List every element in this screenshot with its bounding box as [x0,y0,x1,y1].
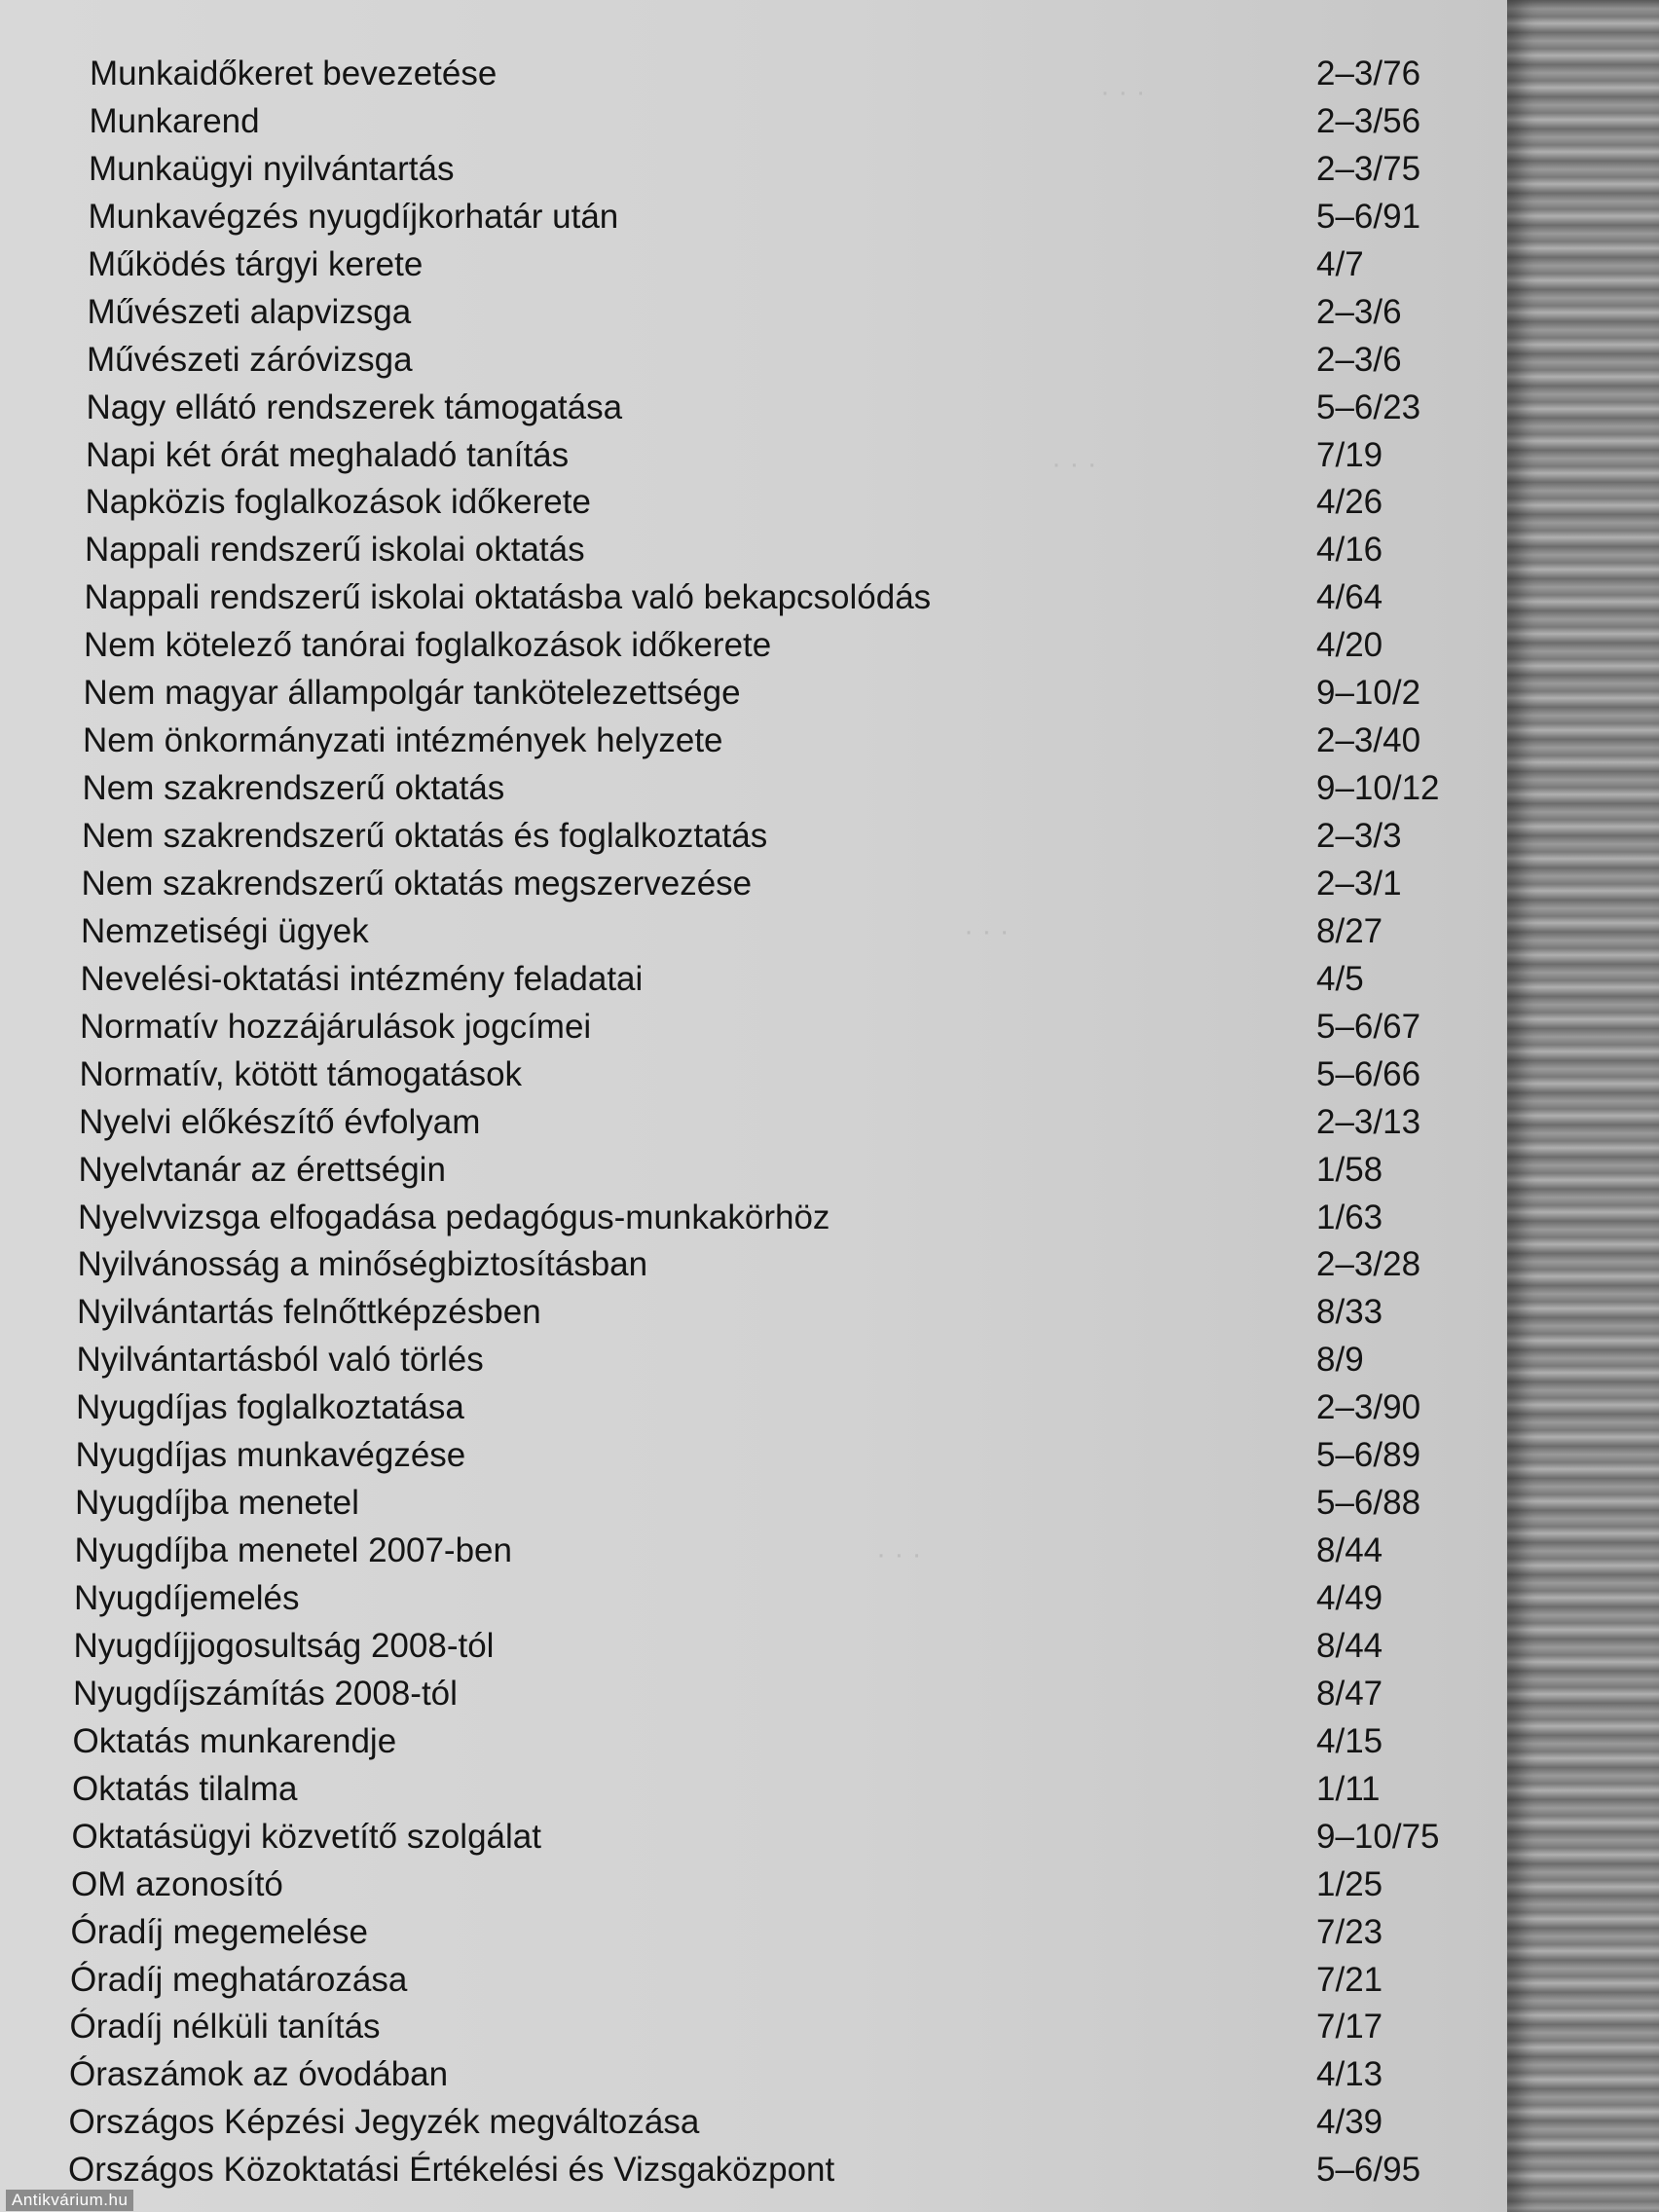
index-entry [0,1099,1460,1147]
index-term: Munkaügyi nyilvántartás [89,149,455,188]
index-term: Nyugdíjemelés [74,1579,300,1617]
index-term: Nemzetiségi ügyek [81,911,369,950]
index-page-ref: 2–3/13 [1316,1102,1421,1141]
index-entry [0,1432,1460,1480]
index-term: Napi két órát meghaladó tanítás [86,435,570,474]
book-binding-edge [1507,0,1659,2212]
index-entry [0,622,1460,670]
index-page-ref: 1/25 [1316,1864,1383,1903]
index-term: Óraszámok az óvodában [69,2055,449,2094]
index-term: Normatív, kötött támogatások [79,1054,523,1093]
index-page-ref: 4/49 [1316,1579,1383,1617]
index-term: Nem szakrendszerű oktatás és foglalkoztatás [82,817,768,855]
index-entry [0,1147,1460,1195]
index-entry [0,479,1460,527]
index-entry [0,908,1460,956]
index-entry [0,527,1460,574]
index-term: Nappali rendszerű iskolai oktatás [85,531,585,570]
index-entry [0,241,1460,289]
index-term: Nyugdíjjogosultság 2008-tól [73,1626,495,1665]
index-entry [0,289,1460,337]
index-entry [0,956,1460,1004]
index-term: Nyilvántartás felnőttképzésben [77,1293,541,1332]
index-entry [0,98,1460,146]
index-page-ref: 2–3/28 [1316,1245,1421,1284]
index-entry [0,2099,1460,2147]
index-entry [0,1957,1460,2005]
index-entry [0,574,1460,622]
index-term: Nyelvtanár az érettségin [78,1150,446,1189]
index-page-ref: 8/33 [1316,1293,1383,1332]
index-entry [0,1671,1460,1718]
index-list [0,51,1460,2194]
index-page-ref: 2–3/6 [1316,340,1402,379]
index-page-ref: 9–10/2 [1316,674,1421,713]
index-entry [0,51,1460,98]
index-entry [0,1862,1460,1909]
index-term: Nyelvi előkészítő évfolyam [79,1102,481,1141]
index-entry [0,146,1460,194]
index-entry [0,1051,1460,1099]
index-term: Oktatás munkarendje [72,1721,397,1760]
index-page-ref: 8/44 [1316,1531,1383,1570]
index-page-ref: 2–3/56 [1316,101,1421,140]
index-entry [0,1289,1460,1337]
index-entry [0,1241,1460,1289]
index-term: Munkarend [89,101,260,140]
index-term: Óradíj meghatározása [70,1960,408,1999]
index-term: Nagy ellátó rendszerek támogatása [86,387,623,426]
index-term: Oktatásügyi közvetítő szolgálat [71,1817,541,1856]
show-through-text: · · · [1051,448,1097,480]
index-page-ref: 5–6/66 [1316,1054,1421,1093]
index-page-ref: 4/15 [1316,1721,1383,1760]
index-page-ref: 2–3/90 [1316,1388,1421,1427]
index-page-ref: 5–6/67 [1316,1007,1421,1046]
index-term: Nyilvántartásból való törlés [76,1341,484,1380]
index-entry [0,765,1460,813]
index-term: OM azonosító [71,1864,283,1903]
index-term: Művészeti záróvizsga [87,340,413,379]
index-entry [0,813,1460,861]
index-entry [0,2051,1460,2099]
index-page-ref: 4/20 [1316,626,1383,665]
index-page-ref: 2–3/40 [1316,721,1421,760]
index-term: Nyugdíjas foglalkoztatása [76,1388,464,1427]
index-entry [0,2147,1460,2194]
index-page-ref: 7/23 [1316,1912,1383,1951]
index-page-ref: 1/58 [1316,1150,1383,1189]
index-page-ref: 8/27 [1316,911,1383,950]
index-term: Működés tárgyi kerete [88,244,424,283]
index-entry [0,861,1460,908]
index-page-ref: 5–6/91 [1316,197,1421,236]
index-page-ref: 5–6/89 [1316,1436,1421,1475]
index-page-ref: 4/5 [1316,959,1364,998]
index-entry [0,432,1460,480]
index-page-ref: 2–3/3 [1316,817,1402,855]
index-page-ref: 4/7 [1316,244,1364,283]
index-term: Munkaidőkeret bevezetése [90,55,498,92]
index-term: Napközis foglalkozások időkerete [85,483,591,522]
index-entry [0,1814,1460,1862]
index-entry [0,670,1460,718]
index-term: Nevelési-oktatási intézmény feladatai [80,959,644,998]
index-page-ref: 5–6/95 [1316,2151,1421,2190]
index-page-ref: 9–10/75 [1316,1817,1440,1856]
index-page-ref: 5–6/23 [1316,387,1421,426]
index-entry [0,1623,1460,1671]
index-term: Országos Közoktatási Értékelési és Vizsgaközpont [68,2151,835,2190]
index-page-ref: 4/16 [1316,531,1383,570]
index-page-ref: 2–3/1 [1316,864,1402,903]
show-through-text: · · · [876,1538,922,1570]
index-term: Nyugdíjba menetel 2007-ben [74,1531,512,1570]
index-term: Művészeti alapvizsga [87,292,412,331]
index-page-ref: 2–3/75 [1316,149,1421,188]
index-entry [0,1575,1460,1623]
index-page-ref: 1/63 [1316,1198,1383,1236]
index-term: Óradíj nélküli tanítás [69,2008,381,2046]
index-term: Nyelvvizsga elfogadása pedagógus-munkakörhöz [78,1198,830,1236]
index-term: Óradíj megemelése [70,1912,368,1951]
index-term: Nyilvánosság a minőségbiztosításban [77,1245,648,1284]
index-page-ref: 5–6/88 [1316,1484,1421,1523]
index-page-ref: 4/39 [1316,2103,1383,2142]
index-page-ref: 7/19 [1316,435,1383,474]
index-page-ref: 8/47 [1316,1674,1383,1713]
index-term: Nem kötelező tanórai foglalkozások időkerete [84,626,772,665]
index-entry [0,1337,1460,1384]
index-page-ref: 1/11 [1316,1769,1381,1808]
index-entry [0,194,1460,241]
index-entry [0,1528,1460,1575]
index-entry [0,718,1460,765]
index-term: Nem szakrendszerű oktatás [82,769,505,808]
index-entry [0,1718,1460,1766]
index-term: Oktatás tilalma [72,1769,298,1808]
index-page-ref: 9–10/12 [1316,769,1440,808]
index-entry [0,1384,1460,1432]
index-term: Nem szakrendszerű oktatás megszervezése [81,864,753,903]
index-page-ref: 8/44 [1316,1626,1383,1665]
index-entry [0,385,1460,432]
index-page-ref: 4/13 [1316,2055,1383,2094]
index-page-ref: 7/21 [1316,1960,1383,1999]
index-term: Nem magyar állampolgár tankötelezettsége [83,674,741,713]
index-entry [0,1004,1460,1051]
index-page-ref: 2–3/6 [1316,292,1402,331]
index-entry [0,1195,1460,1242]
index-page-ref: 4/26 [1316,483,1383,522]
index-page-ref: 8/9 [1316,1341,1364,1380]
index-term: Nem önkormányzati intézmények helyzete [83,721,723,760]
index-entry [0,337,1460,385]
index-term: Nyugdíjszámítás 2008-tól [73,1674,458,1713]
show-through-text: · · · [1100,76,1146,108]
index-term: Normatív hozzájárulások jogcímei [80,1007,592,1046]
index-term: Nyugdíjba menetel [75,1484,359,1523]
index-entry [0,1480,1460,1528]
index-term: Nappali rendszerű iskolai oktatásba való bekapcsolódás [84,578,932,617]
index-term: Munkavégzés nyugdíjkorhatár után [88,197,619,236]
index-page-ref: 4/64 [1316,578,1383,617]
index-entry [0,2004,1460,2051]
show-through-text: · · · [964,915,1010,947]
index-entry [0,1766,1460,1814]
index-page-ref: 2–3/76 [1316,55,1421,92]
index-term: Nyugdíjas munkavégzése [75,1436,466,1475]
index-page-ref: 7/17 [1316,2008,1383,2046]
index-entry [0,1909,1460,1957]
index-term: Országos Képzési Jegyzék megváltozása [68,2103,700,2142]
watermark: Antikvárium.hu [6,2190,133,2211]
